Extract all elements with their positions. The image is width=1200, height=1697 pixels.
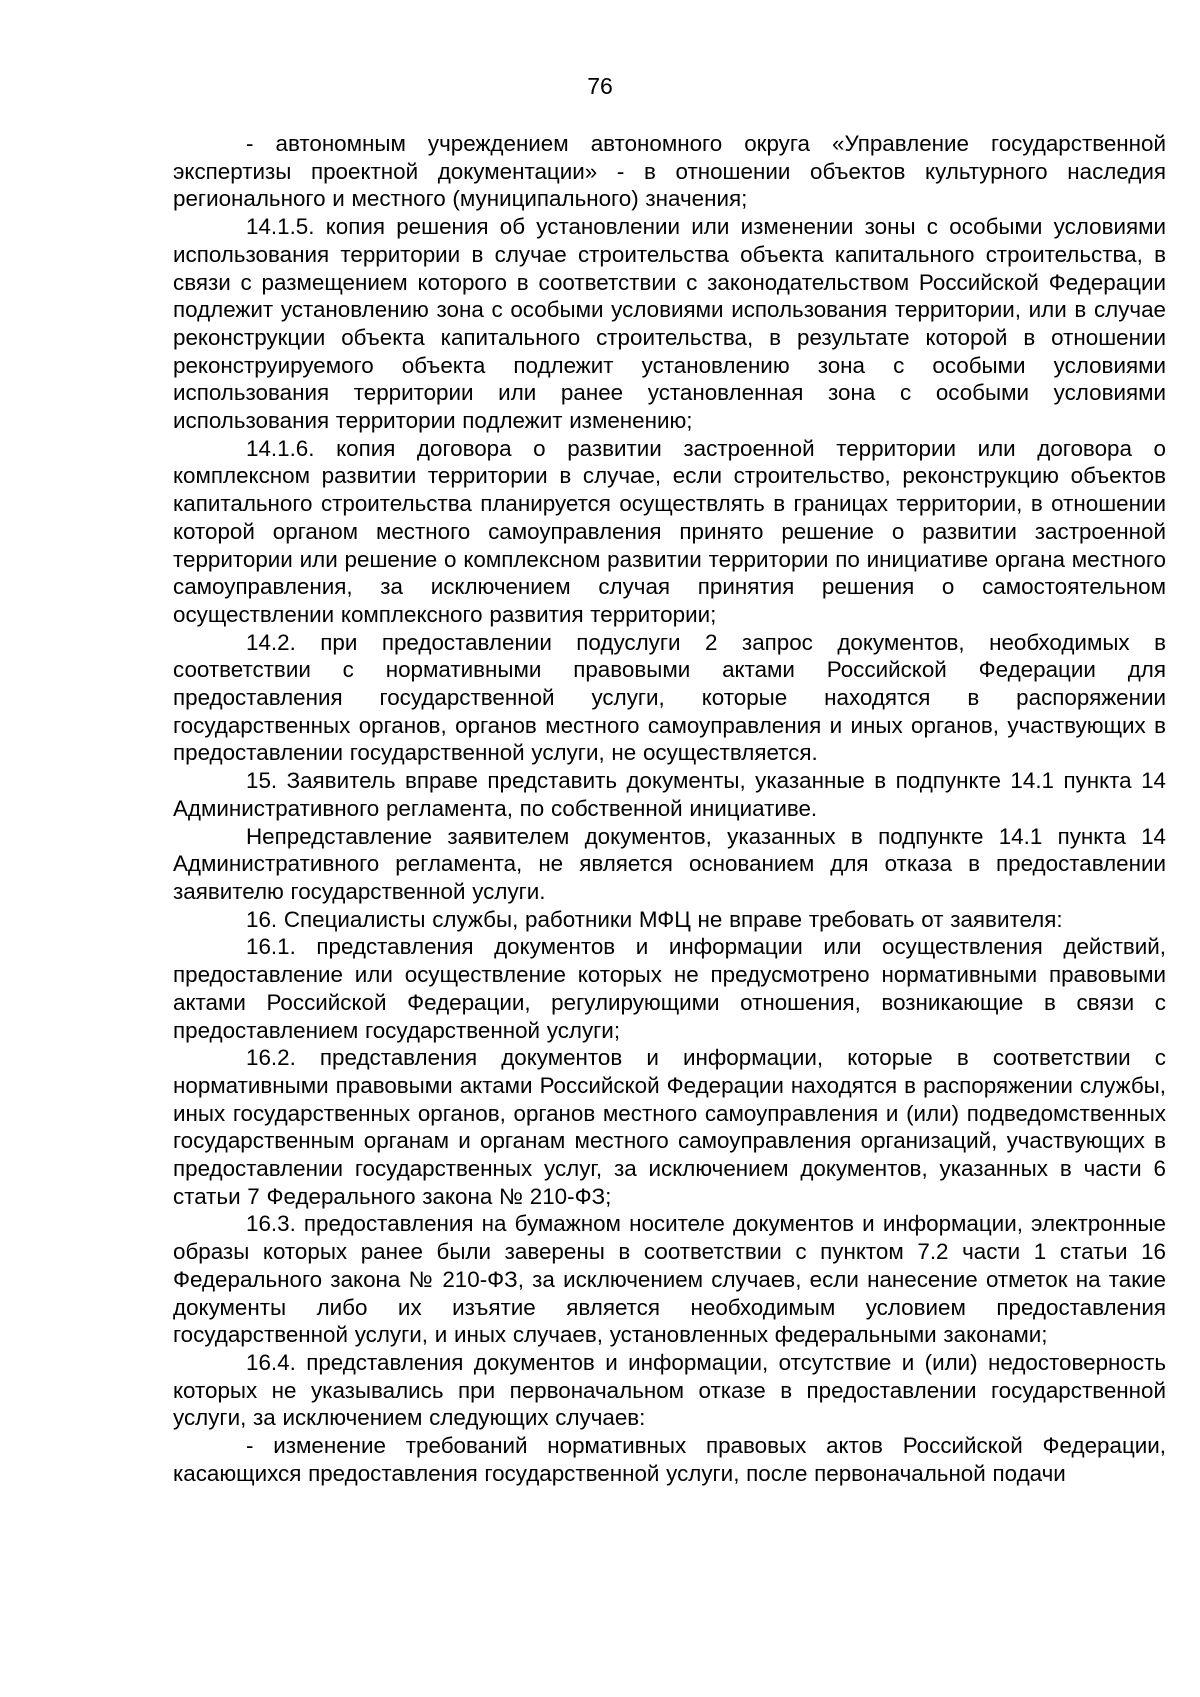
paragraph: - изменение требований нормативных правовых актов Российской Федерации, касающихся предоставления государственной услуги, после первоначальной подачи <box>173 1433 1166 1486</box>
paragraph: 14.1.5. копия решения об установлении или изменении зоны с особыми условиями использования территории в случае строительства объекта капитального строительства, в связи с размещением которого в соответствии с законодательством Российской Федерации подлежит установлению зона с особыми условиями использования территории, или в случае реконструкции объекта капитального строительства, в результате которой в отношении реконструируемого объекта подлежит установлению зона с особыми условиями использования территории или ранее установленная зона с особыми условиями использования территории подлежит изменению; <box>173 214 1166 434</box>
paragraph: 16.2. представления документов и информации, которые в соответствии с нормативными правовыми актами Российской Федерации находятся в распоряжении службы, иных государственных органов, органов местного самоуправления и (или) подведомственных государственным органам и органам местного самоуправления организаций, участвующих в предоставлении государственных услуг, за исключением документов, указанных в части 6 статьи 7 Федерального закона № 210-ФЗ; <box>173 1045 1166 1209</box>
paragraph: 16. Специалисты службы, работники МФЦ не вправе требовать от заявителя: <box>246 906 1063 932</box>
document-body <box>173 130 1166 1487</box>
paragraph: 16.3. предоставления на бумажном носителе документов и информации, электронные образы которых ранее были заверены в соответствии с пунктом 7.2 части 1 статьи 16 Федерального закона № 210-ФЗ, за исключением случаев, если нанесение отметок на такие документы либо их изъятие является необходимым условием предоставления государственной услуги, и иных случаев, установленных федеральными законами; <box>173 1211 1166 1348</box>
paragraph: 16.1. представления документов и информации или осуществления действий, предоставление или осуществление которых не предусмотрено нормативными правовыми актами Российской Федерации, регулирующими отношения, возникающие в связи с предоставлением государственной услуги; <box>173 934 1166 1043</box>
paragraph: 14.1.6. копия договора о развитии застроенной территории или договора о комплексном развитии территории в случае, если строительство, реконструкцию объектов капитального строительства планируется осуществлять в границах территории, в отношении которой органом местного самоуправления принято решение о развитии застроенной территории или решение о комплексном развитии территории по инициативе органа местного самоуправления, за исключением случая принятия решения о самостоятельном осуществлении комплексного развития территории; <box>173 435 1166 627</box>
page-number: 76 <box>587 73 613 99</box>
paragraph: Непредставление заявителем документов, указанных в подпункте 14.1 пункта 14 Административного регламента, не является основанием для отказа в предоставлении заявителю государственной услуги. <box>173 823 1166 904</box>
paragraph: - автономным учреждением автономного округа «Управление государственной экспертизы проектной документации» - в отношении объектов культурного наследия регионального и местного (муниципального) значения; <box>173 131 1166 212</box>
paragraph: 15. Заявитель вправе представить документы, указанные в подпункте 14.1 пункта 14 Административного регламента, по собственной инициативе. <box>173 768 1166 821</box>
paragraph: 14.2. при предоставлении подуслуги 2 запрос документов, необходимых в соответствии с нормативными правовыми актами Российской Федерации для предоставления государственной услуги, которые находятся в распоряжении государственных органов, органов местного самоуправления и иных органов, участвующих в предоставлении государственной услуги, не осуществляется. <box>173 629 1166 766</box>
paragraph: 16.4. представления документов и информации, отсутствие и (или) недостоверность которых не указывались при первоначальном отказе в предоставлении государственной услуги, за исключением следующих случаев: <box>173 1349 1166 1431</box>
